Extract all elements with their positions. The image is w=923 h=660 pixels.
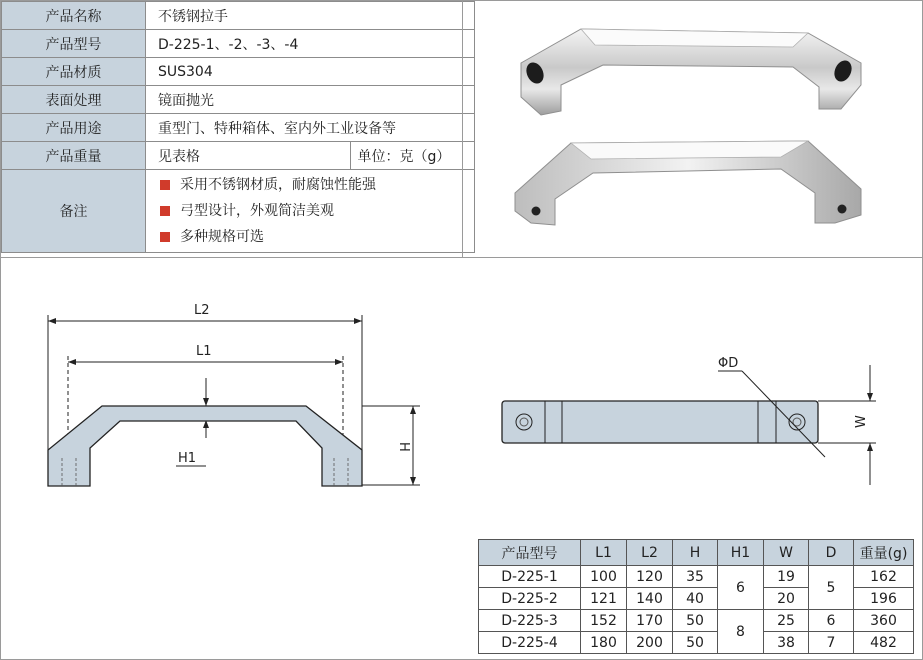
table-row: D-225-1 100 120 35 6 19 5 162 (479, 566, 914, 588)
model-label: 产品型号 (2, 30, 146, 58)
col-header: L1 (581, 540, 627, 566)
col-header: H1 (718, 540, 764, 566)
name-value: 不锈钢拉手 (146, 2, 475, 30)
bullet-icon (160, 232, 170, 242)
l2-label: L2 (194, 303, 210, 318)
surface-label: 表面处理 (2, 86, 146, 114)
col-header: D (809, 540, 854, 566)
name-label: 产品名称 (2, 2, 146, 30)
remarks-list (146, 170, 475, 253)
weight-unit: 单位：克（g） (351, 142, 475, 170)
w-label: W (854, 415, 869, 428)
product-photo (463, 1, 923, 257)
handle-photo-bottom (515, 141, 861, 225)
col-header: 重量(g) (854, 540, 914, 566)
surface-value: 镜面抛光 (146, 86, 475, 114)
remark-item: 采用不锈钢材质，耐腐蚀性能强 (146, 172, 474, 198)
front-view-drawing (0, 290, 440, 520)
material-label: 产品材质 (2, 58, 146, 86)
spec-table (1, 1, 475, 253)
phi-d-label: ΦD (718, 356, 739, 371)
bullet-icon (160, 180, 170, 190)
usage-label: 产品用途 (2, 114, 146, 142)
remarks-label: 备注 (2, 170, 146, 253)
bullet-icon (160, 206, 170, 216)
table-row: D-225-4 180 200 50 38 7 482 (479, 632, 914, 654)
h-label: H (396, 442, 411, 452)
table-row: D-225-3 152 170 50 8 25 6 360 (479, 610, 914, 632)
weight-label: 产品重量 (2, 142, 146, 170)
remark-item: 多种规格可选 (146, 224, 474, 250)
top-view-drawing (480, 345, 890, 515)
h1-label: H1 (178, 451, 197, 466)
col-header: W (764, 540, 809, 566)
handle-top-profile (502, 401, 818, 443)
weight-value: 见表格 (146, 142, 351, 170)
dimensions-table (478, 539, 914, 654)
horizontal-divider (0, 257, 923, 258)
table-row: D-225-2 121 140 40 20 196 (479, 588, 914, 610)
material-value: SUS304 (146, 58, 475, 86)
col-header: L2 (627, 540, 673, 566)
model-value: D-225-1、-2、-3、-4 (146, 30, 475, 58)
handle-photo-top (521, 29, 861, 115)
remark-item: 弓型设计，外观简洁美观 (146, 198, 474, 224)
handle-front-profile (48, 406, 362, 486)
usage-value: 重型门、特种箱体、室内外工业设备等 (146, 114, 475, 142)
col-header: 产品型号 (479, 540, 581, 566)
col-header: H (673, 540, 718, 566)
l1-label: L1 (196, 344, 212, 359)
